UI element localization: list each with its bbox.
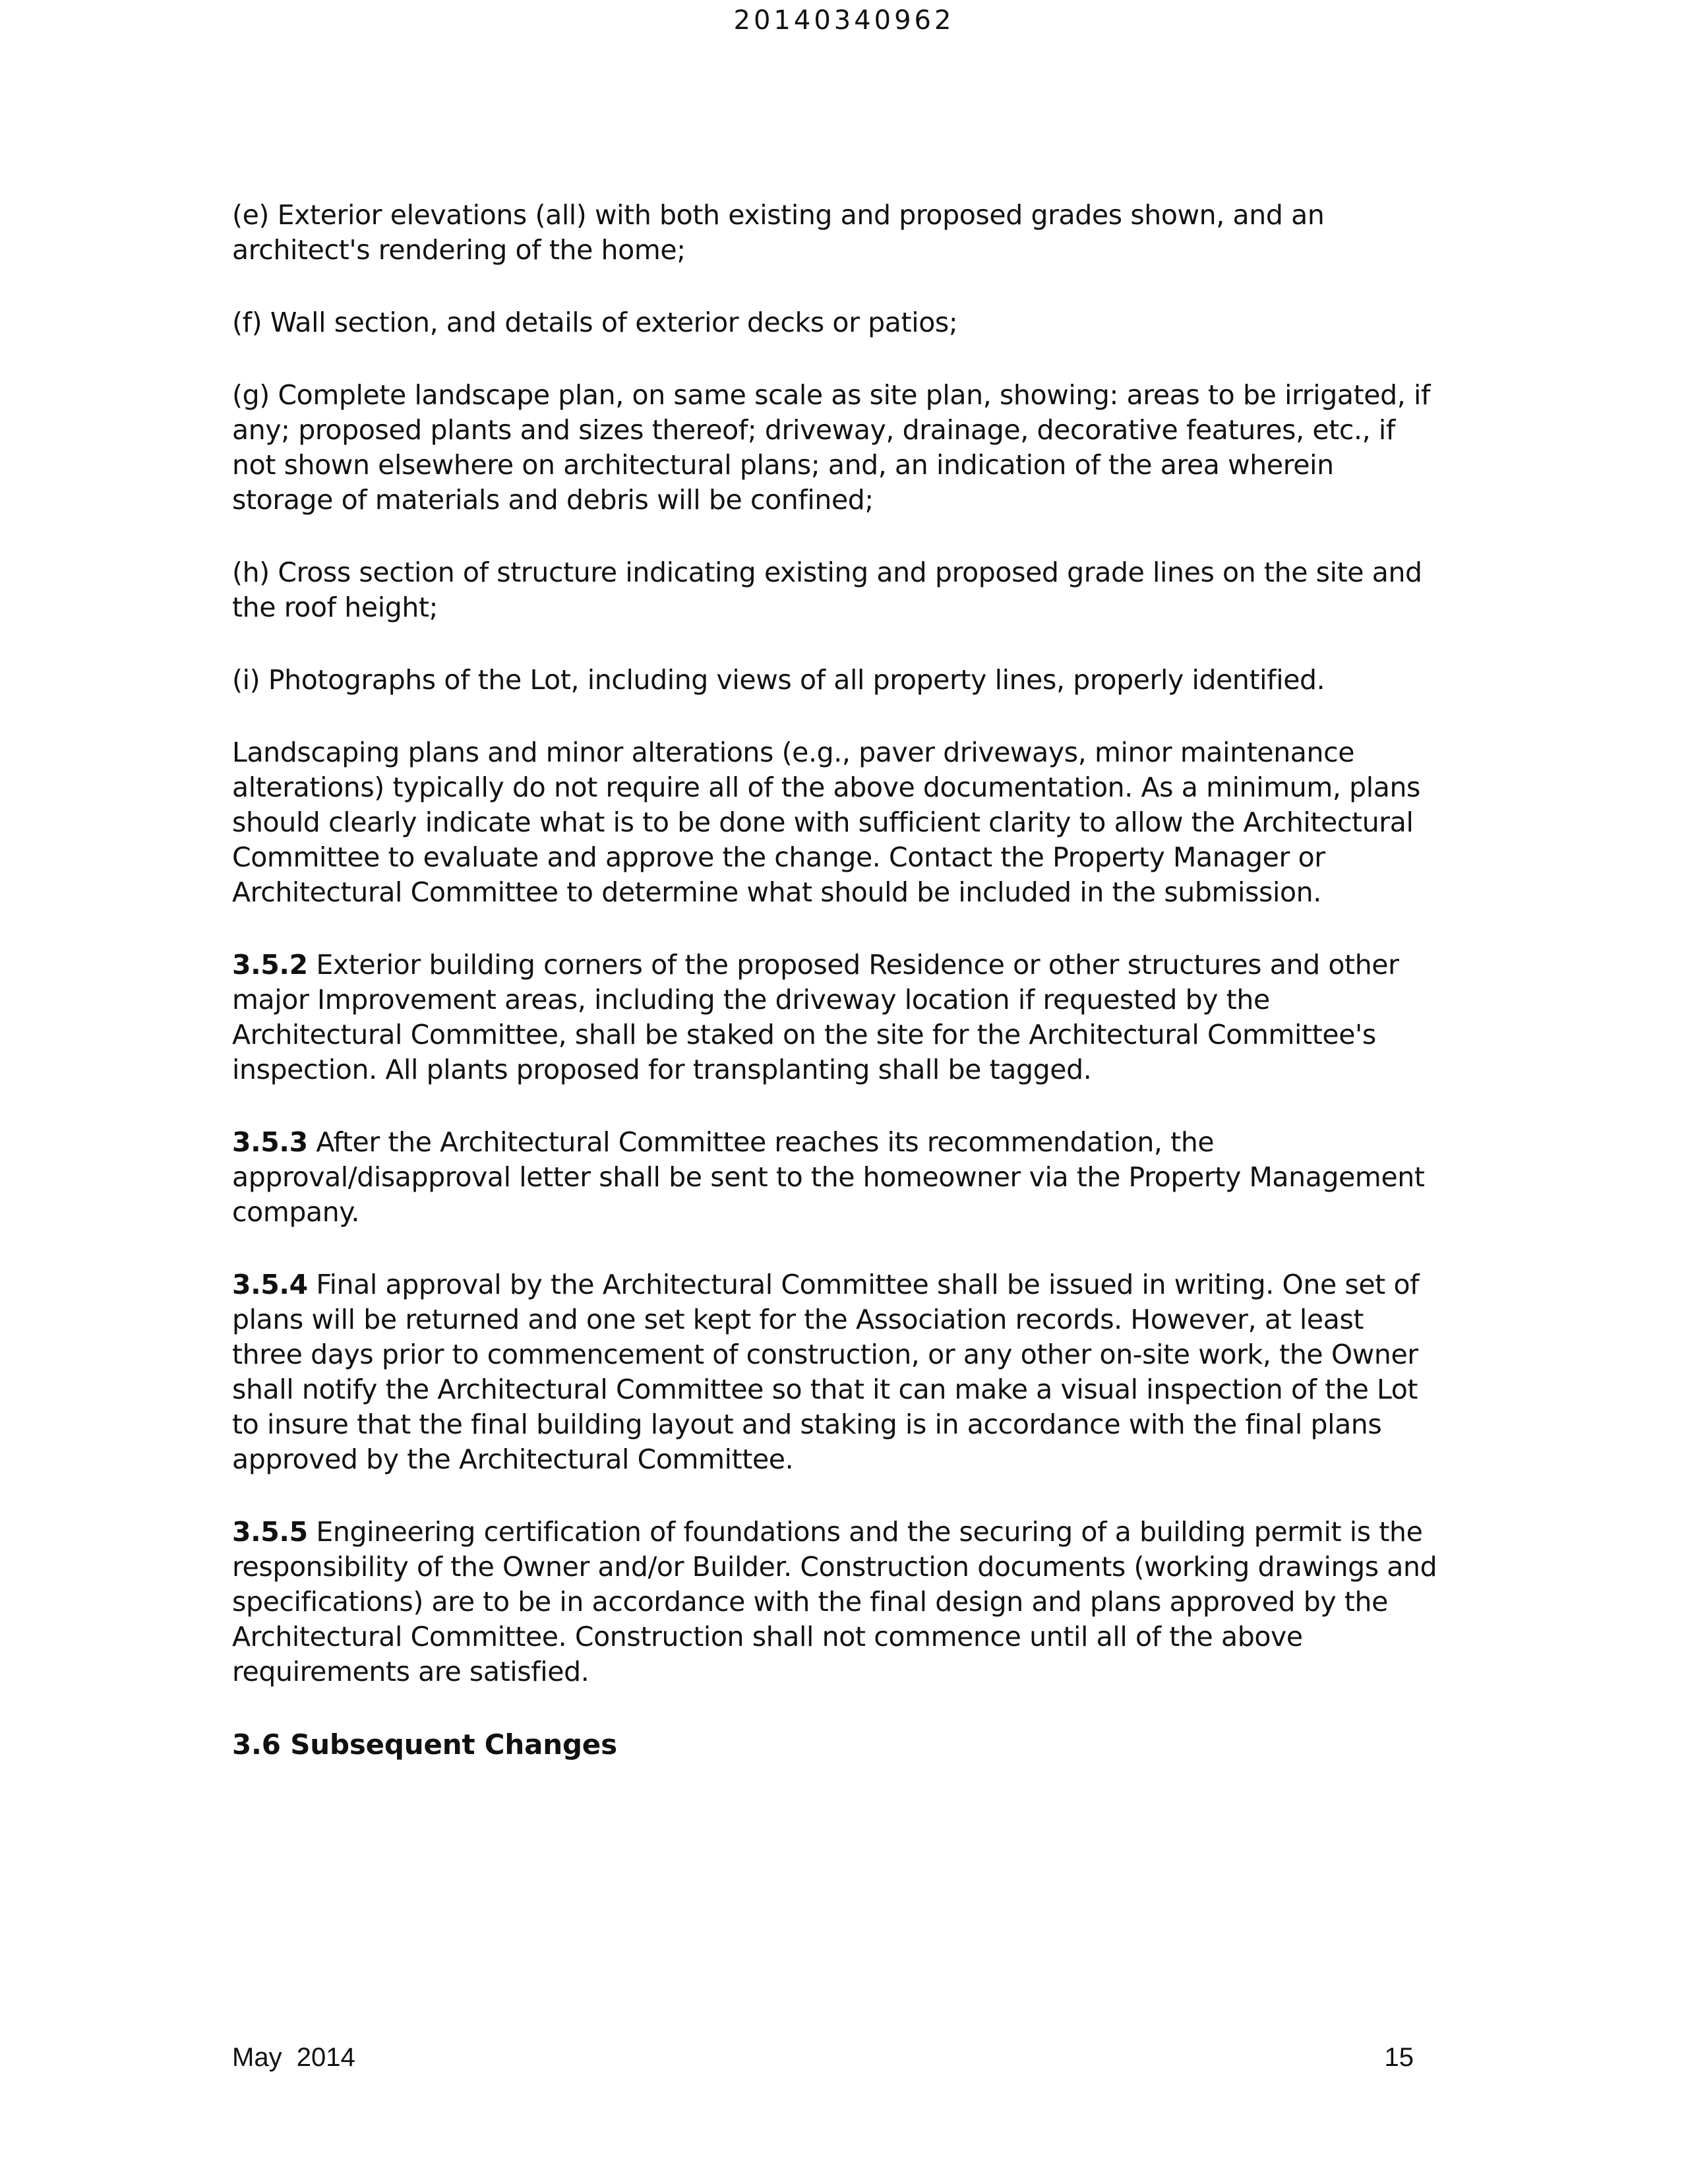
item-e: (e) Exterior elevations (all) with both existing and proposed grades shown, and an architect's rendering of the home; <box>232 199 1325 266</box>
section-text: After the Architectural Committee reaches its recommendation, the approval/disapproval letter shall be sent to the homeowner via the Property Management company. <box>232 1126 1425 1228</box>
page-number: 15 <box>1384 2043 1414 2072</box>
document-body <box>232 198 1439 1762</box>
section-number: 3.5.5 <box>232 1516 308 1548</box>
section-3-5-3 <box>232 1125 1439 1230</box>
document-number: 20140340962 <box>733 5 955 36</box>
section-3-5-5 <box>232 1515 1439 1689</box>
section-text: Engineering certification of foundations and the securing of a building permit is the responsibility of the Owner and/or Builder. Construction documents (working drawings and specifications) are to be in accordance with the final design and plans approved by the Architectural Committee. Construction shall not commence until all of the above requirements are satisfied. <box>232 1516 1437 1687</box>
section-text: Final approval by the Architectural Committee shall be issued in writing. One set of plans will be returned and one set kept for the Association records. However, at least three days prior to commencement of construction, or any other on-site work, the Owner shall notify the Architectural Committee so that it can make a visual inspection of the Lot to insure that the final building layout and staking is in accordance with the final plans approved by the Architectural Committee. <box>232 1269 1420 1475</box>
section-number: 3.5.2 <box>232 949 308 981</box>
item-g: (g) Complete landscape plan, on same scale as site plan, showing: areas to be irrigated, if any; proposed plants and sizes thereof; driveway, drainage, decorative features, etc., if not shown elsewhere on architectural plans; and, an indication of the area wherein storage of materials and debris will be confined; <box>232 379 1431 516</box>
item-f: (f) Wall section, and details of exterior decks or patios; <box>232 307 958 338</box>
item-h: (h) Cross section of structure indicating existing and proposed grade lines on the site and the roof height; <box>232 557 1422 623</box>
item-i: (i) Photographs of the Lot, including views of all property lines, properly identified. <box>232 664 1325 696</box>
section-text: Exterior building corners of the proposed Residence or other structures and other major Improvement areas, including the driveway location if requested by the Architectural Committee, shall be staked on the site for the Architectural Committee's inspection. All plants proposed for transplanting shall be tagged. <box>232 949 1399 1085</box>
landscaping-note: Landscaping plans and minor alterations (e.g., paver driveways, minor maintenance alterations) typically do not require all of the above documentation. As a minimum, plans should clearly indicate what is to be done with sufficient clarity to allow the Architectural Committee to evaluate and approve the change. Contact the Property Manager or Architectural Committee to determine what should be included in the submission. <box>232 737 1421 908</box>
section-3-5-4 <box>232 1267 1439 1477</box>
section-3-5-2 <box>232 948 1439 1087</box>
section-number: 3.5.4 <box>232 1269 308 1300</box>
section-heading-3-6: 3.6 Subsequent Changes <box>232 1728 617 1761</box>
footer-date: May 2014 <box>232 2043 355 2072</box>
section-number: 3.5.3 <box>232 1126 308 1158</box>
